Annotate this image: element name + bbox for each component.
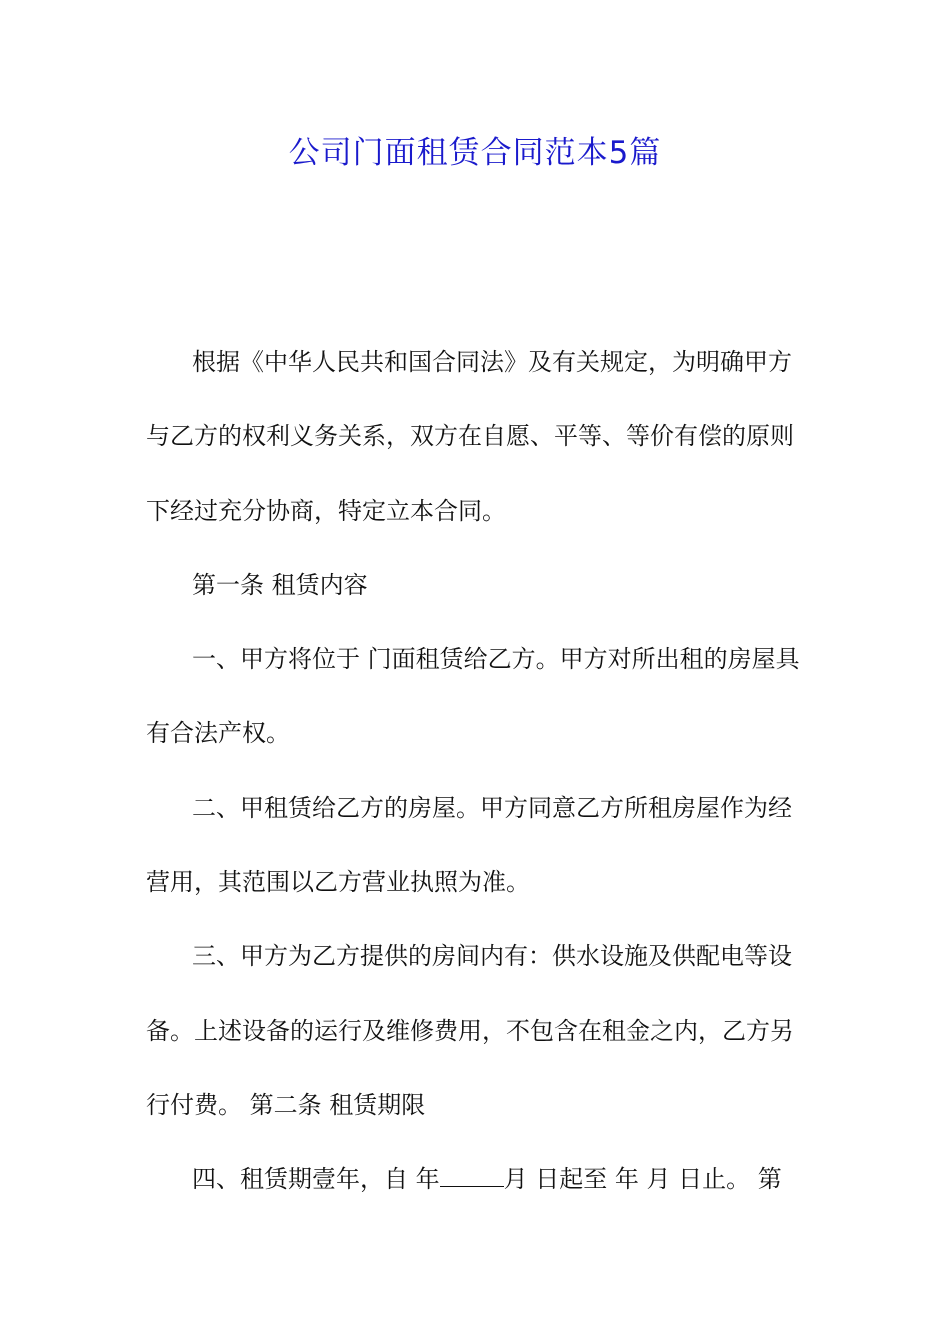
indent (146, 369, 192, 370)
paragraph-line (146, 706, 804, 780)
indent (146, 666, 192, 667)
line-text: 二、甲租赁给乙方的房屋。甲方同意乙方所租房屋作为经 (192, 793, 792, 822)
fill-in-blank (440, 1164, 504, 1187)
line-text: 下经过充分协商，特定立本合同。 (146, 496, 506, 525)
line-text: 根据《中华人民共和国合同法》及有关规定，为明确甲方 (192, 348, 792, 376)
paragraph-line (146, 335, 804, 409)
line-text: 与乙方的权利义务关系，双方在自愿、平等、等价有偿的原则 (146, 422, 794, 451)
paragraph-line (146, 855, 804, 929)
document-body (146, 335, 804, 1227)
indent (146, 1186, 192, 1187)
paragraph-line (146, 1078, 804, 1152)
indent (146, 963, 192, 964)
paragraph-line (146, 409, 804, 483)
section-heading (146, 558, 804, 632)
line-text: 营用，其范围以乙方营业执照为准。 (146, 868, 530, 897)
line-text: 三、甲方为乙方提供的房间内有：供水设施及供配电等设 (192, 942, 792, 971)
paragraph-line (146, 1152, 804, 1226)
paragraph-line (146, 632, 804, 706)
line-text: 月 日起至 年 月 日止。 第 (503, 1165, 782, 1194)
paragraph-line (146, 929, 804, 1003)
line-text: 一、甲方将位于 门面租赁给乙方。甲方对所出租的房屋具 (192, 645, 800, 674)
indent (146, 815, 192, 816)
line-text: 第一条 租赁内容 (192, 570, 368, 599)
line-text: 备。上述设备的运行及维修费用，不包含在租金之内，乙方另 (146, 1016, 794, 1045)
paragraph-line (146, 484, 804, 558)
paragraph-line (146, 781, 804, 855)
line-text: 四、租赁期壹年，自 年 (192, 1165, 440, 1194)
line-text: 有合法产权。 (146, 719, 290, 748)
document-title: 公司门面租赁合同范本5篇 (288, 135, 662, 171)
indent (146, 592, 192, 593)
paragraph-line (146, 1004, 804, 1078)
line-text: 行付费。 第二条 租赁期限 (146, 1090, 426, 1119)
